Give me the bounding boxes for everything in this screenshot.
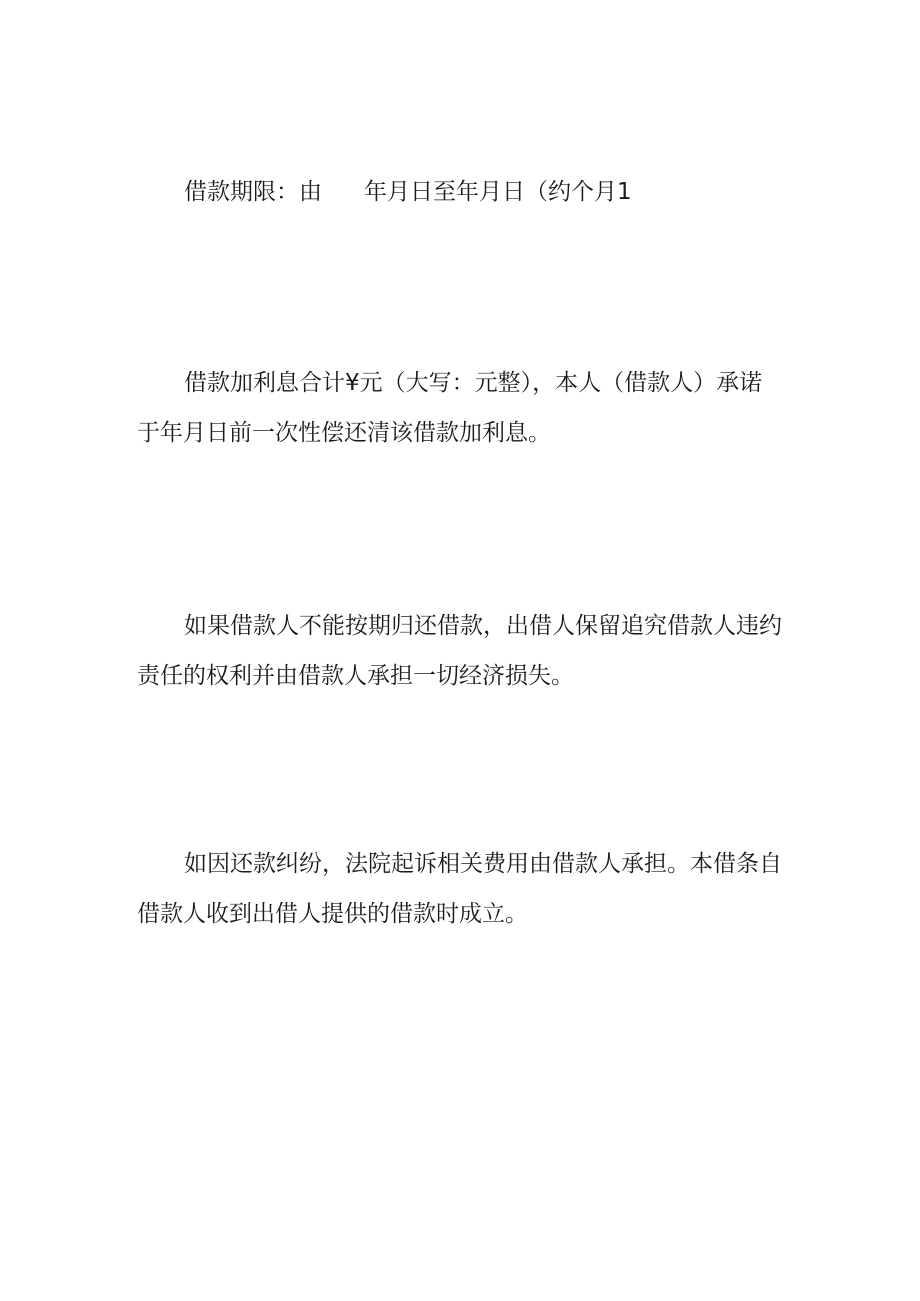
liability-line-1: 如果借款人不能按期归还借款，出借人保留追究借款人违约 <box>184 613 782 639</box>
dispute-line-2: 借款人收到出借人提供的借款时成立。 <box>137 901 528 927</box>
loan-term-label: 借款期限：由 <box>184 179 322 205</box>
loan-term-dates: 年月日至年月日（约个月1 <box>364 179 632 205</box>
repayment-paragraph <box>137 358 787 458</box>
dispute-line-1: 如因还款纠纷，法院起诉相关费用由借款人承担。本借条自 <box>184 851 782 877</box>
loan-term-line <box>137 167 787 217</box>
liability-line-2: 责任的权利并由借款人承担一切经济损失。 <box>137 663 574 689</box>
repayment-line-1: 借款加利息合计¥元（大写：元整），本人（借款人）承诺 <box>184 370 763 396</box>
dispute-paragraph <box>137 839 787 939</box>
liability-paragraph <box>137 601 787 701</box>
loan-term-paragraph <box>137 167 787 217</box>
repayment-line-2: 于年月日前一次性偿还清该借款加利息。 <box>137 420 551 446</box>
